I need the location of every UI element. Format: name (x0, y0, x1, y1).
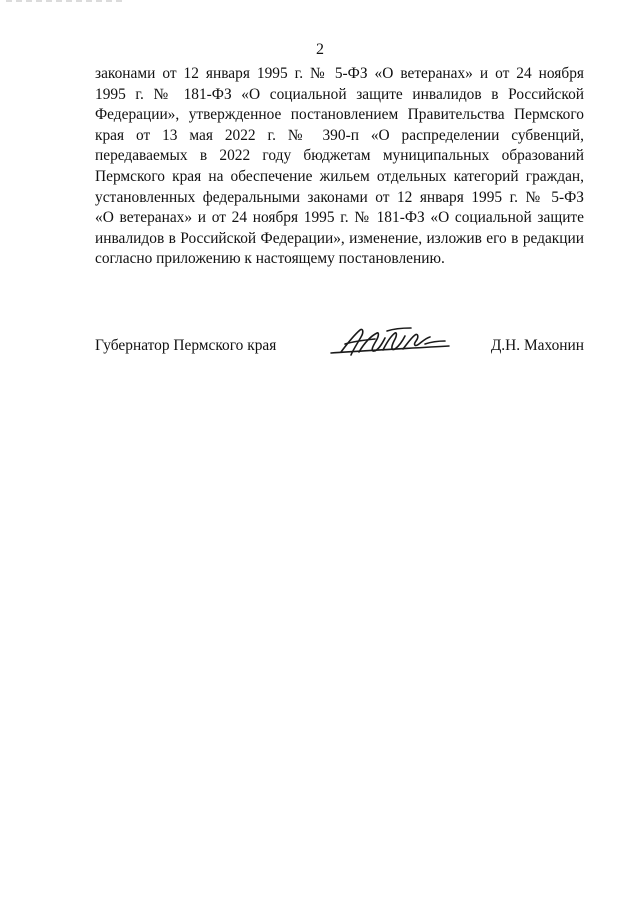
body-line: «О ветеранах» и от 24 ноября 1995 г. № 181-ФЗ «О социальной защите (95, 209, 584, 227)
body-line: согласно приложению к настоящему постановлению. (95, 250, 445, 268)
signer-title: Губернатор Пермского края (95, 337, 277, 354)
body-line: Федерации», утвержденное постановлением Правительства Пермского (95, 106, 584, 124)
page-number: 2 (316, 41, 324, 58)
body-paragraph (95, 64, 584, 270)
handwritten-signature-icon (327, 322, 457, 364)
scan-artifact (6, 0, 126, 2)
body-line: передаваемых в 2022 году бюджетам муниципальных образований (95, 147, 584, 165)
signer-name: Д.Н. Махонин (490, 337, 584, 354)
body-line: края от 13 мая 2022 г. № 390-п «О распределении субвенций, (95, 126, 584, 144)
body-line: инвалидов в Российской Федерации», изменение, изложив его в редакции (95, 229, 584, 247)
body-line: установленных федеральными законами от 12 января 1995 г. № 5-ФЗ (95, 188, 584, 206)
body-line: 1995 г. № 181-ФЗ «О социальной защите инвалидов в Российской (95, 85, 584, 103)
body-line: Пермского края на обеспечение жильем отдельных категорий граждан, (95, 167, 584, 185)
body-line: законами от 12 января 1995 г. № 5-ФЗ «О ветеранах» и от 24 ноября (95, 65, 584, 82)
signature-block (95, 336, 584, 360)
